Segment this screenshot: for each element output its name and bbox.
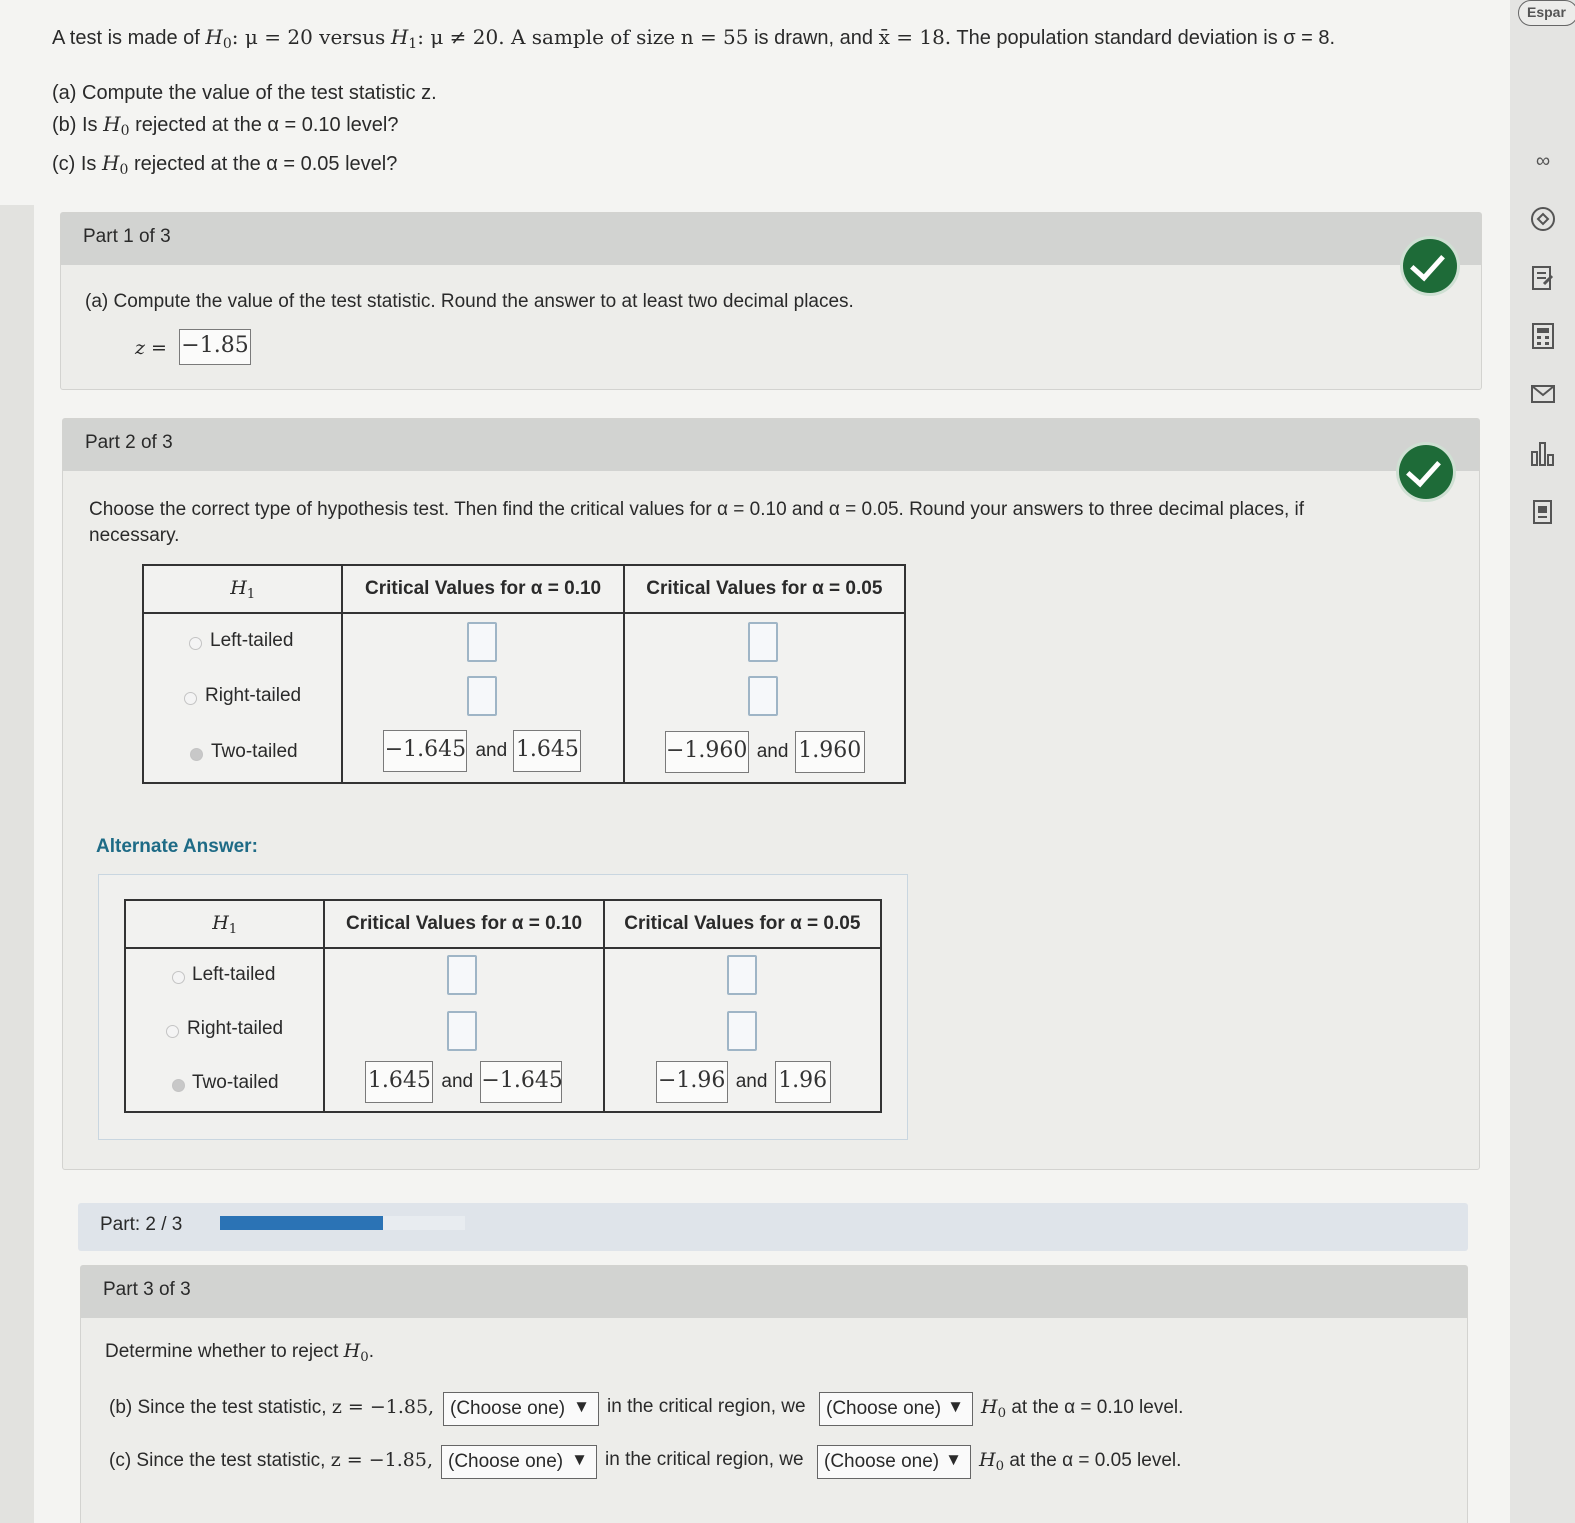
table-header-row bbox=[143, 565, 905, 613]
alt-005-first-box: −1.96 bbox=[656, 1061, 728, 1103]
dropdown-arrow-icon: ▼ bbox=[947, 1397, 964, 1416]
part-1-header: Part 1 of 3 bbox=[61, 213, 1481, 265]
table-row bbox=[125, 1003, 881, 1057]
part-c-mid: in the critical region, we bbox=[605, 1449, 804, 1470]
and-label: and bbox=[735, 1071, 768, 1092]
question-b: (b) Is $H_0$ rejected at the α = 0.10 level? bbox=[52, 112, 399, 140]
question-a: (a) Compute the value of the test statistic z. bbox=[52, 82, 437, 104]
calculator-icon[interactable] bbox=[1528, 322, 1558, 352]
alternate-critical-values-table bbox=[124, 899, 882, 1113]
header-alpha-010: Critical Values for α = 0.10 bbox=[342, 565, 623, 613]
part-c-end: $H_0$ at the α = 0.05 level. bbox=[979, 1449, 1182, 1474]
part-b-end: $H_0$ at the α = 0.10 level. bbox=[981, 1396, 1184, 1421]
header-h1: $H_1$ bbox=[143, 565, 342, 613]
alt-010-first-box: 1.645 bbox=[365, 1061, 433, 1103]
left-tailed-radio bbox=[172, 971, 185, 984]
row-left-tailed[interactable] bbox=[143, 613, 342, 670]
and-label: and bbox=[756, 741, 789, 762]
progress-track bbox=[220, 1216, 465, 1230]
progress-fill bbox=[220, 1216, 383, 1230]
chart-icon[interactable] bbox=[1528, 440, 1558, 470]
critical-values-table bbox=[142, 564, 906, 784]
espanol-language-button[interactable]: Espar bbox=[1518, 0, 1575, 26]
two-tailed-label: Two-tailed bbox=[192, 1072, 279, 1093]
two-tailed-label: Two-tailed bbox=[211, 741, 298, 762]
z-answer-box[interactable]: −1.85 bbox=[179, 329, 251, 365]
b-reject-select[interactable]: (Choose one) ▼ bbox=[819, 1392, 973, 1426]
part-1-panel bbox=[60, 212, 1482, 390]
and-label: and bbox=[475, 740, 508, 761]
part-3-instruction: Determine whether to reject $H_0$. bbox=[105, 1340, 374, 1365]
part-2-instruction-line1: Choose the correct type of hypothesis test. Then find the critical values for α = 0.10 and α = 0.05. Round your answers to three decimal places, if bbox=[89, 499, 1305, 520]
left-005-input[interactable] bbox=[748, 622, 778, 662]
and-label: and bbox=[441, 1071, 474, 1092]
right-tailed-label: Right-tailed bbox=[205, 685, 302, 706]
right-tailed-label: Right-tailed bbox=[187, 1018, 284, 1039]
right-tailed-radio bbox=[166, 1025, 179, 1038]
table-row bbox=[143, 670, 905, 726]
right-005-input[interactable] bbox=[748, 676, 778, 716]
two-005-upper-input[interactable]: 1.960 bbox=[795, 731, 865, 773]
question-c: (c) Is $H_0$ rejected at the α = 0.05 level? bbox=[52, 151, 398, 179]
part-progress bbox=[78, 1203, 1468, 1251]
part-2-header: Part 2 of 3 bbox=[63, 419, 1479, 471]
alt-right-010-box bbox=[447, 1011, 477, 1051]
infinity-icon[interactable]: ∞ bbox=[1535, 150, 1551, 172]
header-alpha-010: Critical Values for α = 0.10 bbox=[324, 900, 603, 948]
part-b-mid: in the critical region, we bbox=[607, 1396, 806, 1417]
part-3-panel bbox=[80, 1265, 1468, 1523]
part-2-instruction-line2: necessary. bbox=[89, 525, 180, 546]
compass-icon[interactable] bbox=[1528, 205, 1558, 235]
c-region-select[interactable]: (Choose one) ▼ bbox=[441, 1445, 597, 1479]
b-region-select[interactable]: (Choose one) ▼ bbox=[443, 1392, 599, 1426]
dropdown-arrow-icon: ▼ bbox=[573, 1397, 590, 1416]
problem-intro: A test is made of $H_0$: μ = 20 versus $H_1$: μ ≠ 20. A sample of size n = 55 is drawn, and x̄ = 18. The population standard deviation is σ = 8. bbox=[52, 25, 1336, 53]
table-header-row bbox=[125, 900, 881, 948]
table-row bbox=[125, 948, 881, 1003]
dropdown-arrow-icon: ▼ bbox=[945, 1450, 962, 1469]
right-010-input[interactable] bbox=[467, 676, 497, 716]
left-tailed-radio[interactable] bbox=[189, 637, 202, 650]
right-tailed-radio[interactable] bbox=[184, 692, 197, 705]
table-row bbox=[143, 613, 905, 670]
right-toolbar bbox=[1510, 0, 1575, 1523]
part-3-header: Part 3 of 3 bbox=[81, 1266, 1467, 1318]
alt-005-second-box: 1.96 bbox=[775, 1061, 831, 1103]
two-010-lower-input[interactable]: −1.645 bbox=[383, 730, 467, 772]
row-right-tailed[interactable] bbox=[143, 670, 342, 726]
two-010-upper-input[interactable]: 1.645 bbox=[513, 730, 581, 772]
notes-icon[interactable] bbox=[1528, 264, 1558, 294]
left-010-input[interactable] bbox=[467, 622, 497, 662]
correct-check-icon bbox=[1403, 239, 1457, 293]
left-tailed-label: Left-tailed bbox=[210, 630, 294, 651]
left-tailed-label: Left-tailed bbox=[192, 964, 276, 985]
alternate-answer-label: Alternate Answer: bbox=[96, 836, 258, 857]
dropdown-arrow-icon: ▼ bbox=[571, 1450, 588, 1469]
mail-icon[interactable] bbox=[1528, 382, 1558, 412]
c-reject-select[interactable]: (Choose one) ▼ bbox=[817, 1445, 971, 1479]
left-margin bbox=[0, 0, 34, 1523]
row-two-tailed[interactable] bbox=[143, 726, 342, 783]
alt-left-005-box bbox=[727, 955, 757, 995]
table-row bbox=[143, 726, 905, 783]
header-alpha-005: Critical Values for α = 0.05 bbox=[624, 565, 905, 613]
alt-right-005-box bbox=[727, 1011, 757, 1051]
two-tailed-radio-selected[interactable] bbox=[190, 748, 203, 761]
left-margin-top bbox=[0, 0, 34, 205]
two-005-lower-input[interactable]: −1.960 bbox=[665, 731, 749, 773]
correct-check-icon bbox=[1399, 445, 1453, 499]
two-tailed-radio-selected bbox=[172, 1079, 185, 1092]
part-1-instruction: (a) Compute the value of the test statistic. Round the answer to at least two decimal places. bbox=[85, 291, 854, 312]
alt-left-010-box bbox=[447, 955, 477, 995]
part-c-sentence-start: (c) Since the test statistic, z = −1.85, bbox=[109, 1449, 434, 1471]
header-alpha-005: Critical Values for α = 0.05 bbox=[604, 900, 881, 948]
table-row bbox=[125, 1057, 881, 1112]
header-h1: $H_1$ bbox=[125, 900, 324, 948]
progress-label: Part: 2 / 3 bbox=[100, 1214, 183, 1235]
document-icon[interactable] bbox=[1528, 498, 1558, 528]
alt-010-second-box: −1.645 bbox=[480, 1061, 562, 1103]
part-b-sentence-start: (b) Since the test statistic, z = −1.85, bbox=[109, 1396, 435, 1418]
z-label: z = bbox=[135, 337, 167, 359]
